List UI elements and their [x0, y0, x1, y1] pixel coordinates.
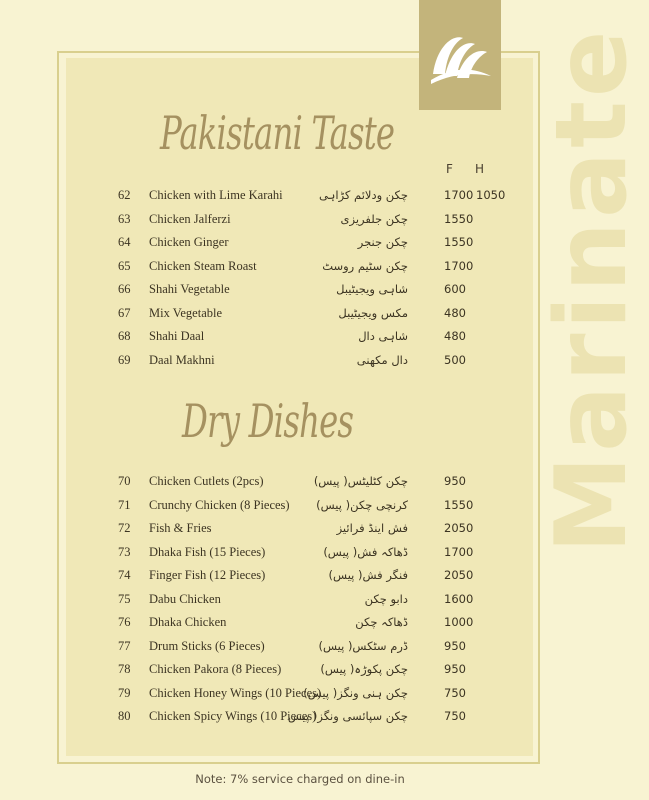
item-name-urdu: چکن کٹلیٹس( پیس) [313, 474, 408, 488]
item-name-english: Chicken with Lime Karahi [149, 188, 283, 202]
section-title-pakistani-taste: Pakistani Taste [160, 106, 395, 160]
item-name-english: Dhaka Fish (15 Pieces) [149, 544, 266, 559]
item-number: 79 [118, 685, 131, 700]
item-name-urdu: فنگر فش( پیس) [328, 568, 408, 582]
menu-item-row [0, 212, 638, 234]
menu-item-row [0, 353, 638, 375]
item-price-full: 750 [444, 685, 466, 700]
item-name-english: Dabu Chicken [149, 591, 221, 606]
item-name-english: Chicken Honey Wings (10 Pieces) [149, 685, 322, 700]
item-number: 62 [118, 188, 131, 202]
item-price-full: 1700 [444, 258, 474, 273]
item-number: 63 [118, 211, 131, 226]
item-number: 67 [118, 305, 131, 320]
item-price-full: 1700 [444, 188, 474, 202]
brand-logo-icon [427, 24, 493, 86]
item-name-english: Chicken Pakora (8 Pieces) [149, 662, 282, 676]
item-name-english: Chicken Ginger [149, 235, 229, 249]
item-name-urdu: شاہی دال [358, 329, 408, 343]
item-name-english: Chicken Jalferzi [149, 211, 231, 226]
item-price-full: 1700 [444, 544, 474, 559]
item-price-full: 600 [444, 282, 466, 296]
item-name-urdu: دال مکھنی [356, 352, 408, 367]
item-name-english: Shahi Daal [149, 329, 205, 343]
menu-item-row [0, 639, 638, 661]
item-number: 73 [118, 544, 131, 559]
column-header-full: F [446, 162, 453, 176]
item-name-english: Chicken Steam Roast [149, 258, 257, 273]
item-number: 74 [118, 568, 131, 582]
item-name-english: Daal Makhni [149, 352, 215, 367]
item-name-english: Mix Vegetable [149, 305, 223, 320]
item-number: 71 [118, 497, 131, 512]
item-price-half: 1050 [476, 188, 506, 202]
item-price-full: 1000 [444, 615, 474, 629]
menu-item-row [0, 282, 638, 304]
menu-item-row [0, 498, 638, 520]
item-number: 75 [118, 591, 131, 606]
menu-item-row [0, 235, 638, 257]
menu-item-row [0, 686, 638, 708]
brand-name: Marinate [534, 26, 649, 554]
menu-item-row [0, 568, 638, 590]
item-name-english: Chicken Spicy Wings (10 Pieces) [149, 709, 317, 723]
menu-item-row [0, 615, 638, 637]
item-number: 76 [118, 615, 131, 629]
item-number: 77 [118, 638, 131, 653]
menu-item-row [0, 592, 638, 614]
menu-item-row [0, 329, 638, 351]
item-name-urdu: چکن ہنی ونگز( پیس) [303, 685, 408, 700]
menu-item-row [0, 545, 638, 567]
menu-item-row [0, 521, 638, 543]
item-name-english: Chicken Cutlets (2pcs) [149, 474, 264, 488]
item-price-full: 2050 [444, 521, 474, 535]
item-number: 70 [118, 474, 131, 488]
item-price-full: 500 [444, 352, 466, 367]
item-price-full: 2050 [444, 568, 474, 582]
menu-item-row [0, 259, 638, 281]
item-name-urdu: چکن ودلائم کڑاہی [319, 188, 408, 202]
item-number: 69 [118, 352, 131, 367]
item-name-english: Shahi Vegetable [149, 282, 230, 296]
item-name-english: Dhaka Chicken [149, 615, 227, 629]
item-price-full: 1600 [444, 591, 474, 606]
item-name-english: Crunchy Chicken (8 Pieces) [149, 497, 290, 512]
item-price-full: 750 [444, 709, 466, 723]
item-name-urdu: ڈرم سٹکس( پیس) [318, 638, 408, 653]
item-name-urdu: مکس ویجیٹیبل [338, 305, 408, 320]
menu-item-row [0, 662, 638, 684]
item-name-urdu: چکن سٹیم روسٹ [322, 258, 408, 273]
menu-item-row [0, 306, 638, 328]
item-price-full: 1550 [444, 211, 474, 226]
item-name-english: Finger Fish (12 Pieces) [149, 568, 266, 582]
item-name-urdu: چکن جنجر [357, 235, 408, 249]
item-number: 65 [118, 258, 131, 273]
item-price-full: 480 [444, 329, 466, 343]
item-name-urdu: شاہی ویجیٹیبل [336, 282, 408, 296]
item-number: 80 [118, 709, 131, 723]
item-price-full: 950 [444, 662, 466, 676]
menu-item-row [0, 474, 638, 496]
item-name-english: Fish & Fries [149, 521, 212, 535]
item-name-urdu: کرنچی چکن( پیس) [316, 497, 408, 512]
item-name-urdu: چکن سپائسی ونگز( پیس [287, 709, 408, 723]
item-number: 66 [118, 282, 131, 296]
logo-tab [419, 0, 501, 110]
item-name-urdu: فش اینڈ فرائیز [336, 521, 408, 535]
menu-item-row [0, 188, 638, 210]
item-name-urdu: ڈھاکہ چکن [355, 615, 408, 629]
menu-item-row [0, 709, 638, 731]
item-price-full: 1550 [444, 235, 474, 249]
item-number: 68 [118, 329, 131, 343]
item-number: 78 [118, 662, 131, 676]
item-price-full: 480 [444, 305, 466, 320]
column-header-half: H [475, 162, 485, 176]
item-name-urdu: دابو چکن [364, 591, 408, 606]
item-name-urdu: چکن جلفریزی [340, 211, 408, 226]
item-name-english: Drum Sticks (6 Pieces) [149, 638, 265, 653]
section-title-dry-dishes: Dry Dishes [182, 394, 354, 448]
item-price-full: 950 [444, 638, 466, 653]
item-number: 64 [118, 235, 131, 249]
item-number: 72 [118, 521, 131, 535]
item-price-full: 950 [444, 474, 466, 488]
item-name-urdu: ڈھاکہ فش( پیس) [323, 544, 408, 559]
item-name-urdu: چکن پکوڑہ( پیس) [320, 662, 408, 676]
item-price-full: 1550 [444, 497, 474, 512]
service-charge-note: Note: 7% service charged on dine-in [195, 772, 405, 786]
